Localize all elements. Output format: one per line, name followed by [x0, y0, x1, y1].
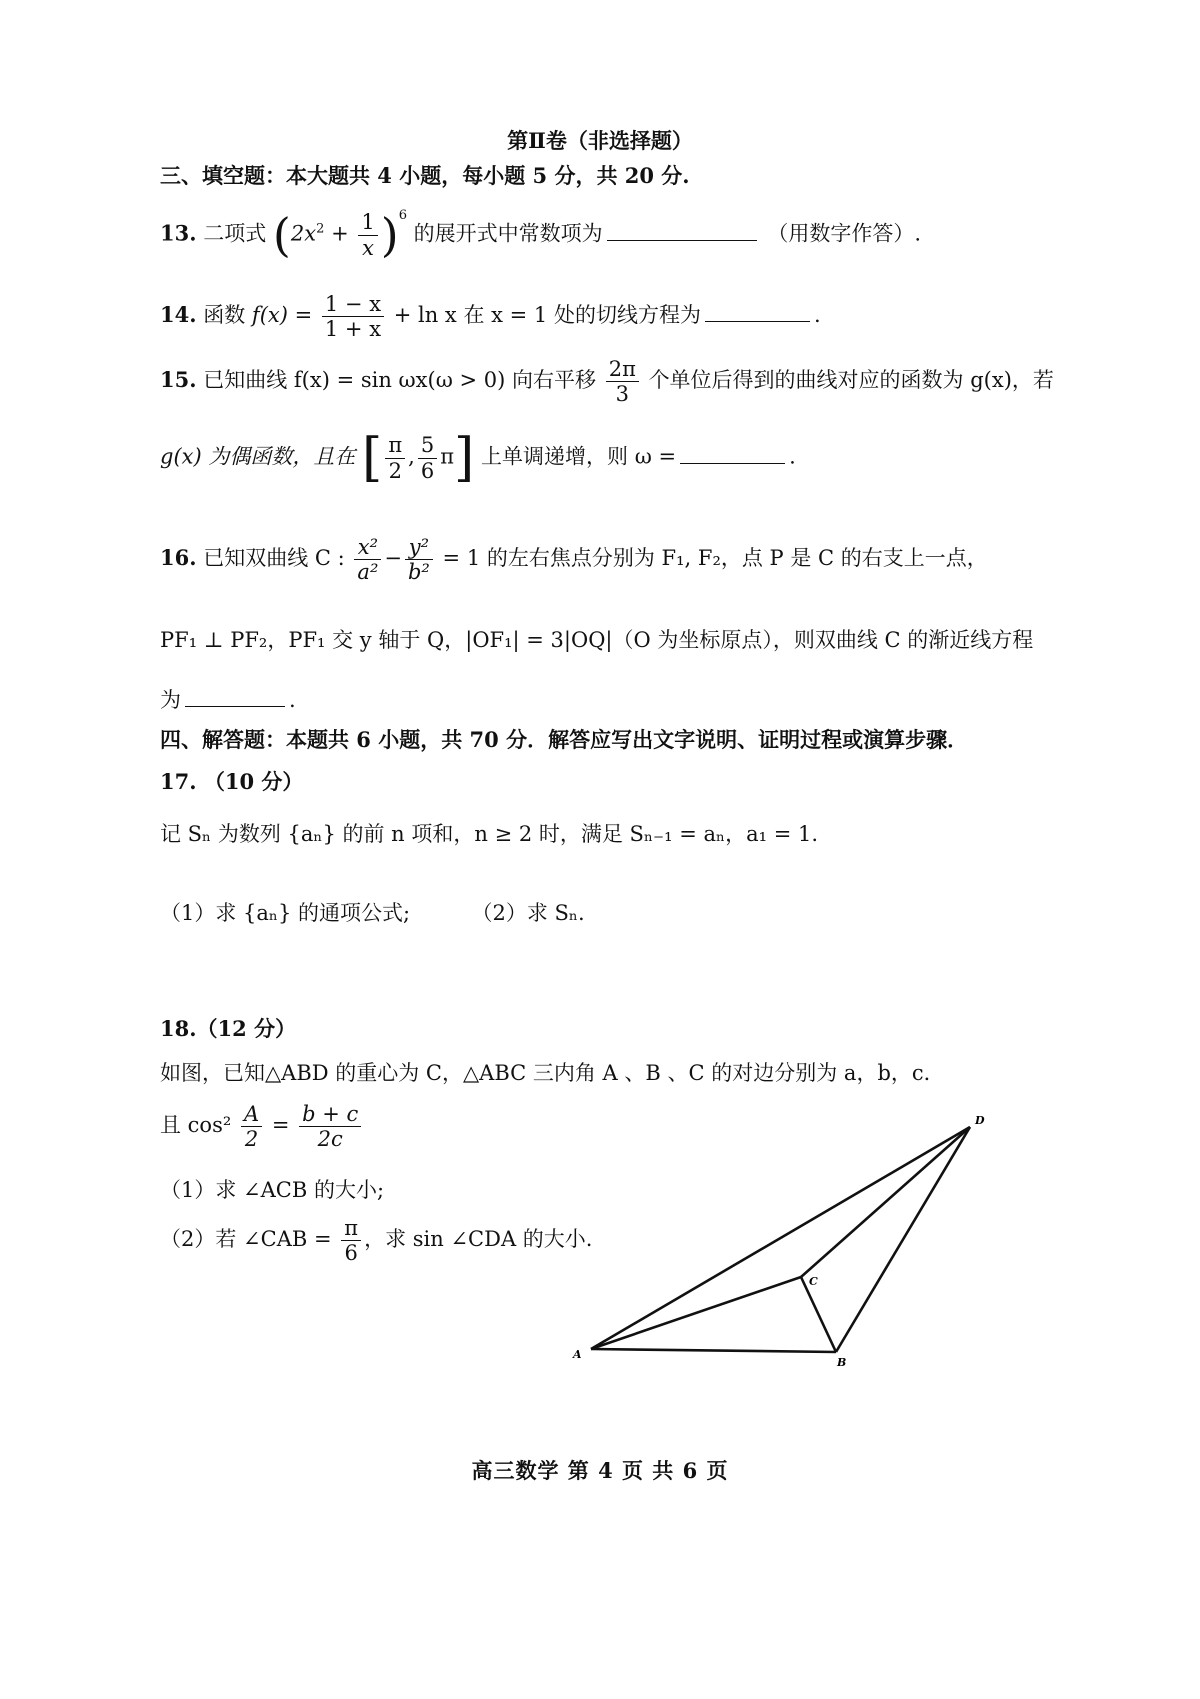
q13-left-paren: (: [272, 208, 291, 262]
q17-stem: 记 Sₙ 为数列 {aₙ} 的前 n 项和，n ≥ 2 时，满足 Sₙ₋₁ = aₙ，a₁ = 1.: [160, 822, 819, 846]
q13-plus: +: [331, 221, 349, 246]
q18-cond-frac2-den: 2c: [317, 1127, 343, 1152]
q18-cond-frac1-den: 2: [244, 1127, 259, 1152]
segment-CB: [801, 1277, 836, 1352]
q16-frac1-den: a²: [357, 560, 379, 585]
q16-minus: −: [384, 546, 402, 571]
label-D: D: [975, 1114, 985, 1127]
q16-text-b: = 1 的左右焦点分别为 F₁, F₂，点 P 是 C 的右支上一点，: [442, 546, 988, 571]
label-B: B: [837, 1356, 847, 1369]
q18-part2-a: （2）若 ∠CAB =: [160, 1227, 332, 1252]
q18-heading: 18.（12 分）: [160, 1016, 297, 1041]
question-15-line2: g(x) 为偶函数，且在 [ $\frac{\pi}{2}$ , $\frac{5}{6}$ π] 上单调递增，则 ω = .: [160, 428, 796, 488]
section4-heading: 四、解答题：本题共 6 小题，共 70 分．解答应写出文字说明、证明过程或演算步骤．: [160, 727, 969, 752]
segment-BD: [836, 1127, 970, 1352]
q14-fx: f(x) =: [251, 303, 313, 328]
q13-number: 13.: [160, 220, 197, 246]
section3-heading: 三、填空题：本大题共 4 小题，每小题 5 分，共 20 分.: [160, 163, 690, 188]
q14-number: 14.: [160, 302, 197, 328]
q18-cond-prefix: 且 cos²: [160, 1113, 232, 1138]
q15-int-pi: π: [440, 444, 455, 469]
q15-number: 15.: [160, 367, 197, 393]
q15-frac-num: 2π: [606, 357, 639, 382]
q17-heading: 17. （10 分）: [160, 769, 304, 794]
q16-text-a: 已知双曲线 C :: [203, 546, 345, 571]
q13-prefix: 二项式: [203, 221, 267, 246]
q15-right-bracket: ]: [454, 428, 475, 488]
q18-part1: （1）求 ∠ACB 的大小;: [160, 1178, 385, 1202]
q13-frac-den: x: [362, 235, 374, 260]
q13-exponent: 6: [398, 207, 407, 223]
q18-stem: 如图，已知△ABD 的重心为 C，△ABC 三内角 A 、B 、C 的对边分别为 a，b，c．: [160, 1061, 945, 1085]
segment-AD: [591, 1127, 970, 1349]
q15-int-den1: 2: [388, 458, 402, 483]
q17-part2: （2）求 Sₙ.: [471, 901, 585, 925]
q13-expr: 2x: [290, 221, 317, 246]
question-16-line2: PF₁ ⊥ PF₂，PF₁ 交 y 轴于 Q，|OF₁| = 3|OQ|（O 为坐标原点），则双曲线 C 的渐近线方程: [160, 628, 1034, 652]
q18-part2-b: ，求 sin ∠CDA 的大小.: [364, 1227, 593, 1252]
q13-suffix: 的展开式中常数项为: [413, 221, 603, 246]
q18-cond-frac2-num: b + c: [299, 1102, 361, 1127]
segment-AB: [591, 1349, 836, 1352]
q15-left-bracket: [: [362, 428, 383, 488]
label-A: A: [573, 1348, 582, 1361]
label-C: C: [809, 1275, 818, 1288]
q14-end: .: [813, 303, 821, 328]
q14-prefix: 函数: [203, 303, 246, 328]
q16-end: .: [289, 688, 296, 712]
q13-note: （用数字作答）.: [767, 221, 922, 246]
q15-end: .: [789, 444, 796, 469]
q15-text-b: 个单位后得到的曲线对应的函数为 g(x)，若: [648, 368, 1054, 393]
q14-frac-num: 1 − x: [322, 292, 384, 317]
q17-part1: （1）求 {aₙ} 的通项公式;: [160, 901, 411, 925]
q16-frac1-num: x²: [354, 535, 381, 560]
q13-frac-num: 1: [358, 210, 377, 235]
section-title: 第Ⅱ卷（非选择题）: [507, 128, 693, 153]
segment-CD: [801, 1127, 970, 1277]
q16-frac2-den: b²: [407, 560, 430, 585]
question-13: 13. 二项式 ($2x^2$ + $\frac{1}{x}$ )$^6$ 的展开式中常数项为 （用数字作答）.: [160, 207, 922, 262]
q18-part2-frac-num: π: [341, 1216, 361, 1241]
q14-mid: + ln x 在 x = 1 处的切线方程为: [393, 303, 701, 328]
q18-cond-eq: =: [271, 1113, 290, 1138]
q15-int-num1: π: [385, 433, 405, 458]
q15-line2-b: 上单调递增，则 ω =: [481, 444, 677, 469]
q15-line2-a: g(x) 为偶函数，且在: [160, 444, 356, 469]
q18-part2-frac-den: 6: [344, 1241, 358, 1266]
page-footer: 高三数学 第 4 页 共 6 页: [471, 1458, 729, 1483]
q16-line3-text: 为: [160, 688, 181, 712]
q16-number: 16.: [160, 545, 197, 571]
q15-text-a: 已知曲线 f(x) = sin ωx(ω > 0) 向右平移: [203, 368, 597, 393]
q15-int-num2: 5: [418, 433, 437, 458]
q15-frac-den: 3: [615, 382, 629, 407]
q16-frac2-num: y²: [405, 535, 433, 560]
q14-frac-den: 1 + x: [324, 317, 382, 342]
q15-int-den2: 6: [420, 458, 435, 483]
q13-right-paren: ): [380, 208, 399, 262]
q18-cond-frac1-num: A: [241, 1102, 262, 1127]
